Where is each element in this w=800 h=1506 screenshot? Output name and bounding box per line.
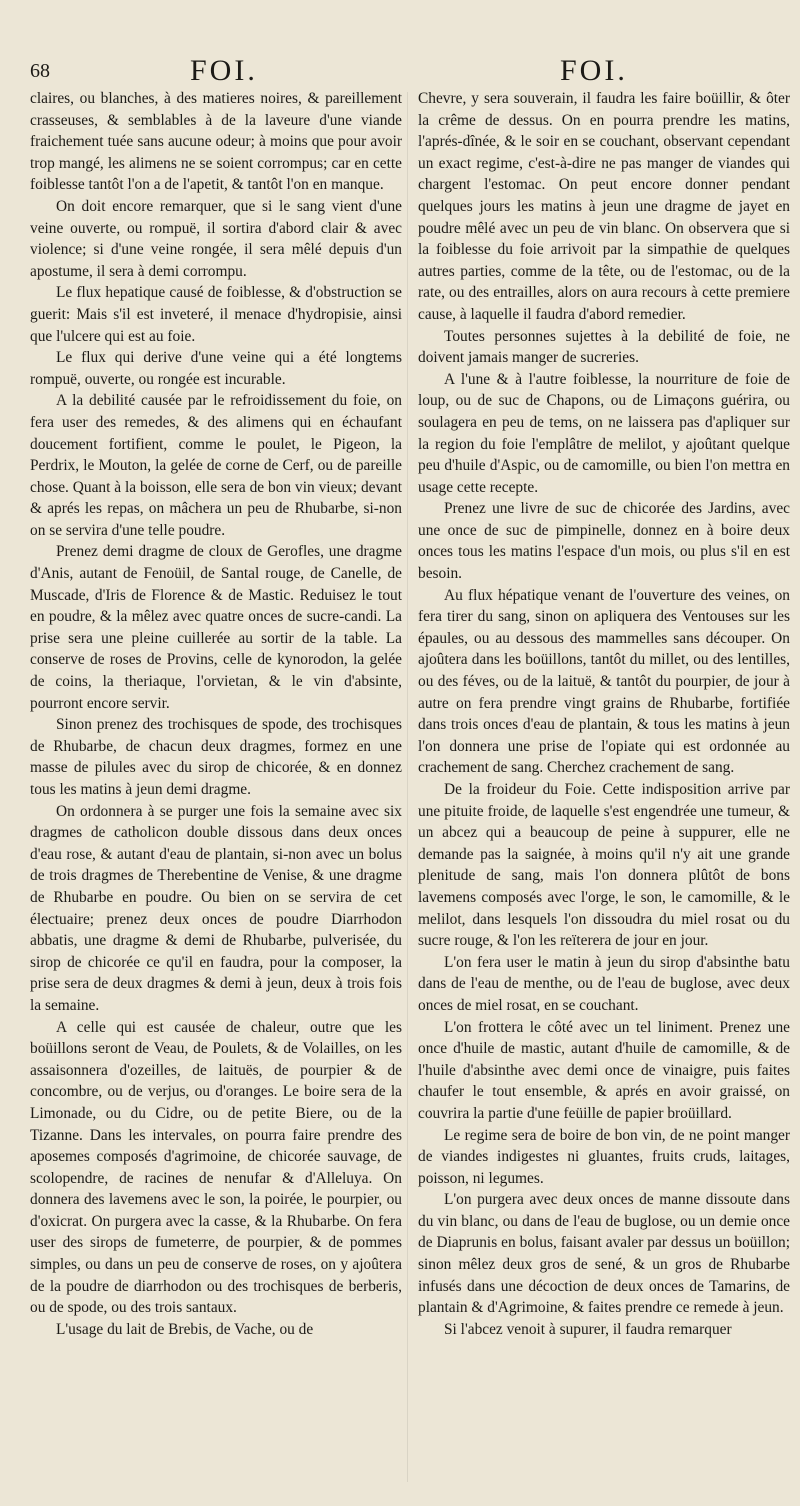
paragraph: Sinon prenez des trochisques de spode, des trochisques de Rhubarbe, de chacun deux dragmes, formez en une masse de pilules avec du sirop de chicorée, & en donnez tous les matins à jeun demi dragme. xyxy=(30,716,402,798)
paragraph: Le flux qui derive d'une veine qui a été longtems rompuë, ouverte, ou rongée est incurable. xyxy=(30,349,402,388)
paragraph: On doit encore remarquer, que si le sang vient d'une veine ouverte, ou rompuë, il sortira d'abord clair & avec violence; si d'une veine rongée, il sera mêlé depuis d'un apostume, il sera à demi corrompu. xyxy=(30,197,402,280)
paragraph: A l'une & à l'autre foiblesse, la nourriture de foie de loup, ou de suc de Chapons, ou de Limaçons guérira, ou soulagera en peu de tems, on ne laissera pas d'apliquer sur la region du foie l'emplâtre de melilot, y ajoûtant quelque peu d'huile d'Aspic, ou de camomille, ou bien l'on mettra en usage cette recepte. xyxy=(418,370,790,496)
paragraph: L'usage du lait de Brebis, de Vache, ou de xyxy=(56,1320,314,1338)
paragraph: A la debilité causée par le refroidissement du foie, on fera user des remedes, & des alimens qui en échaufant doucement fortifient, comme le poulet, le Pigeon, la Perdrix, le Mouton, la gelée de corne de Cerf, ou de pareille chose. Quant à la boisson, elle sera de bon vin vieux; devant & aprés les repas, on mâchera un peu de Rhubarbe, si-non on se servira d'une telle poudre. xyxy=(30,392,402,539)
paragraph: On ordonnera à se purger une fois la semaine avec six dragmes de catholicon double dissous dans deux onces d'eau rose, & autant d'eau de plantain, si-non avec un bolus de trois dragmes de Therebentine de Venise, & une dragme de Rhubarbe en poudre. Ou bien on se servira de cet électuaire; prenez deux onces de poudre Diarrhodon abbatis, une dragme & demi de Rhubarbe, pulverisée, du sirop de chicorée ce qu'il en faudra, pour la composer, la prise sera de deux dragmes & demi à jeun, deux à trois fois la semaine. xyxy=(30,802,402,1014)
paragraph: Toutes personnes sujettes à la debilité de foie, ne doivent jamais manger de sucreries. xyxy=(418,327,790,367)
running-title-left: FOI. xyxy=(190,54,258,87)
right-column xyxy=(418,88,790,1340)
paragraph: Prenez une livre de suc de chicorée des Jardins, avec une once de suc de pimpinelle, donnez en à boire deux onces tous les matins l'espace d'un mois, ou plus s'il en est besoin. xyxy=(418,500,790,583)
paragraph: Au flux hépatique venant de l'ouverture des veines, on fera tirer du sang, sinon on apliquera des Ventouses sur les épaules, ou au dessous des mammelles sans découper. On ajoûtera dans les boüillons, tantôt du millet, ou des lentilles, ou des féves, ou de la laituë, & tantôt du pourpier, de jour à autre on fera prendre vingt grains de Rhubarbe, fortifiée dans trois onces d'eau de plantain, & tous les matins à jeun l'on donnera une prise de l'opiate qui est ordonnée au crachement de sang. Cherchez crachement de sang. xyxy=(418,586,790,777)
paragraph: Prenez demi dragme de cloux de Gerofles, une dragme d'Anis, autant de Fenoüil, de Santal rouge, de Canelle, de Muscade, d'Iris de Florence & de Mastic. Reduisez le tout en poudre, & la mêlez avec quatre onces de sucre-candi. La prise sera une pleine cuillerée au sortir de la table. La conserve de roses de Provins, celle de kynorodon, la gelée de coins, la theriaque, l'orvietan, & le vin d'absinte, pourront encore servir. xyxy=(30,543,402,712)
paragraph: Le regime sera de boire de bon vin, de ne point manger de viandes indigestes ni gluantes, fruits cruds, laitages, poisson, ni legumes. xyxy=(418,1126,790,1187)
paragraph: Le flux hepatique causé de foiblesse, & d'obstruction se guerit: Mais s'il est inveteré, il menace d'hydropisie, ainsi que l'ulcere qui est au foie. xyxy=(30,284,402,345)
left-column xyxy=(30,88,402,1340)
paragraph: A celle qui est causée de chaleur, outre que les boüillons seront de Veau, de Poulets, & de Volailles, on les assaisonnera d'ozeilles, de laituës, de pourpier & de concombre, ou de verjus, ou d'oranges. Le boire sera de la Limonade, ou du Cidre, ou de petite Biere, ou de la Tizanne. Dans les intervales, on pourra faire prendre des aposemes composés d'agrimoine, de chicorée sauvage, de scolopendre, de racines de nenufar & d'Alleluya. On donnera des lavemens avec le son, la poirée, le pourpier, ou d'oxicrat. On purgera avec la casse, & la Rhubarbe. On fera user des sirops de fumeterre, de pourpier, & de pommes simples, ou dans un peu de conserve de roses, on y ajoûtera de la poudre de diarrhodon ou des trochisques de berberis, ou de spode, ou des trois santaux. xyxy=(30,1018,402,1317)
paragraph: Si l'abcez venoit à supurer, il faudra remarquer xyxy=(444,1320,732,1338)
paragraph: De la froideur du Foie. Cette indisposition arrive par une pituite froide, de laquelle s'est engendrée une tumeur, & un abcez qui a beaucoup de peine à suppurer, elle ne demande pas la saignée, à moins qu'il n'y ait une grande plenitude de sang, mais l'on donnera plûtôt de bons lavemens composés avec l'orge, le son, le camomille, & le melilot, dans lesquels l'on dissoudra du miel rosat ou du sucre rouge, & l'on les reïterera de jour en jour. xyxy=(418,781,790,950)
paragraph: L'on fera user le matin à jeun du sirop d'absinthe batu dans de l'eau de menthe, ou de l'eau de buglose, avec deux onces de miel rosat, en se couchant. xyxy=(418,953,790,1014)
page-number: 68 xyxy=(30,60,50,82)
paragraph: L'on frottera le côté avec un tel liniment. Prenez une once d'huile de mastic, autant d'huile de camomille, & de l'huile d'absinthe avec demi once de vinaigre, puis faites chaufer le tout ensemble, & aprés en avoir graissé, on couvrira la partie d'une feüille de papier broüillard. xyxy=(418,1018,790,1122)
column-gutter xyxy=(407,92,408,1482)
paragraph: Chevre, y sera souverain, il faudra les faire boüillir, & ôter la crême de dessus. On en pourra prendre les matins, l'aprés-dînée, & le soir en se couchant, observant cependant un exact regime, c'est-à-dire ne pas manger de viandes qui chargent l'estomac. On peut encore donner pendant quelques jours les matins à jeun une dragme de jayet en poudre mêlé avec un peu de vin blanc. On observera que si la foiblesse du foie arrivoit par la simpathie de quelques autres parties, comme de la tête, ou de l'estomac, ou de la rate, ou des entrailles, alors on aura recours à cette premiere cause, à laquelle il faudra d'abord remedier. xyxy=(418,90,790,323)
paragraph: L'on purgera avec deux onces de manne dissoute dans du vin blanc, ou dans de l'eau de buglose, ou un demie once de Diaprunis en bolus, faisant avaler par dessus un boüillon; sinon mêlez deux gros de sené, & un gros de Rhubarbe infusés dans une décoction de deux onces de Tamarins, de plantain & d'Agrimoine, & faites prendre ce remede à jeun. xyxy=(418,1191,790,1317)
paragraph: claires, ou blanches, à des matieres noires, & pareillement crasseuses, & semblables à de la laveure d'une viande fraichement tuée sans aucune odeur; à moins que pour avoir trop mangé, les alimens ne se soient corrompus; car en cette foiblesse tantôt l'on a de l'apetit, & tantôt l'on en manque. xyxy=(30,90,402,194)
running-title-right: FOI. xyxy=(560,54,628,87)
